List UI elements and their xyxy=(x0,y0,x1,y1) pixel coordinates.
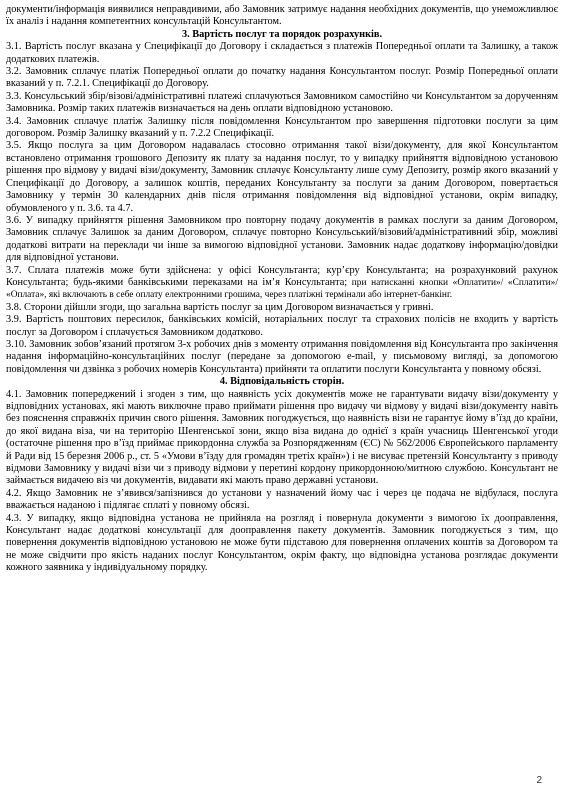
paragraph-4-3: 4.3. У випадку, якщо відповідна установа не прийняла на розгляд і повернула документи з вимогою їх дооправлення, Консультант надає додаткові консультації для дооправлення пакету документів. Замовник погоджується з тим, що повернення документів відповідною установою не може бути підставою для повернення оплачених коштів за Договором та не може свідчити про якість наданих послуг Консультантом, окрім факту, що відповідна установа розглядає документи кожного заявника у індивідуальному порядку. xyxy=(6,512,558,574)
section-3-heading: 3. Вартість послуг та порядок розрахунків. xyxy=(181,28,383,40)
paragraph-3-4: 3.4. Замовник сплачує платіж Залишку після повідомлення Консультантом про завершення підготовки послуги за цим договором. Розмір Залишку вказаний у п. 7.2.2 Специфікації. xyxy=(6,115,558,140)
paragraph-3-6: 3.6. У випадку прийняття рішення Замовником про повторну подачу документів в рамках послуги за даним Договором, Замовник сплачує Залишок за даним Договором, сплачує повторно Консульський/візовий/адміністративний збір, можливі додаткові витрати на переклади чи інше за вимогою відповідної установи. Замовник надає додаткову інформацію/довідки для відповідної установи. xyxy=(6,214,558,264)
paragraph-3-2: 3.2. Замовник сплачує платіж Попередньої оплати до початку надання Консультантом послуг. Розмір Попередньої оплати вказаний у п. 7.2.1. Специфікації до Договору. xyxy=(6,66,558,90)
paragraph-3-7-main: 3.7. Сплата платежів може бути здійснена: у офісі Консультанта; кур’єру Консультанта; на розрахунковий рахунок Консультанта; будь-якими банківськими переказами на ім’я Консультанта; xyxy=(6,264,558,288)
section-4-heading: 4. Відповідальність сторін. xyxy=(219,376,345,388)
paragraph-3-7-small: при натисканні кнопки «Оплатити»/ «Сплатити»/ «Оплата», які включають в себе оплату електронними грошима, через платіжні термінали або інтернет-банкінг. xyxy=(6,277,558,301)
paragraph-3-8: 3.8. Сторони дійшли згоди, що загальна вартість послуг за цим Договором визначається у гривні. xyxy=(6,301,434,313)
paragraph-4-1: 4.1. Замовник попереджений і згоден з тим, що наявність усіх документів може не гарантувати видачу візи/документу у відповідних установах, які мають виключне право приймати рішення про видачу чи відмову у видачі візи/документу навіть без пояснення справжніх причин свого рішення. Замовник погоджується, що наявність візи не гарантує йому в’їзд до країни, до якої видана віза, чи на територію Шенгенської зони, якщо віза видана до однієї з країн учасниць Шенгенської угоди (остаточне рішення про в’їзд приймає прикордонна служба за Розпорядженням (ЄС) № 562/2006 Європейського парламенту й Ради від 15 березня 2006 р., ст. 5 «Умови в’їзду для громадян третіх країн») і не висуває претензій Консультанту з приводу відмови Замовнику у видачі візи чи з приводу відмови у перетині кордону прикордонною/митною службою. Консультант не займається видачею віз чи документів, видавати які мають право державні установи. xyxy=(6,388,558,487)
paragraph-3-7 xyxy=(6,265,558,302)
paragraph-3-5: 3.5. Якщо послуга за цим Договором надавалась стосовно отримання такої візи/документу, для якої Консультантом встановлено отримання грошового Депозиту як плату за надання послуг, то у випадку прийняття відповідною установою рішення про відмову у видачі візи/документу, Замовник сплачує Консультанту лише суму Депозиту, розмір якого вказаний у Специфікації до Договору, а залишок коштів, переданих Консультанту за послуги за даним Договором, повертається Замовнику у термін 30 календарних днів після отримання повідомлення від відповідної установи, окрім випадку, обумовленого у п. 3.6. та 4.7. xyxy=(6,140,558,214)
paragraph-3-3: 3.3. Консульський збір/візові/адміністративні платежі сплачуються Замовником самостійно чи Консультантом за дорученням Замовника. Розмір таких платежів визначається на день оплати відповідною установою. xyxy=(6,90,558,115)
paragraph-3-9: 3.9. Вартість поштових пересилок, банківських комісій, нотаріальних послуг та страхових полісів не входить у вартість послуг за Договором і сплачується Замовником додатково. xyxy=(6,314,558,338)
page-number: 2 xyxy=(536,775,542,786)
paragraph-3-10: 3.10. Замовник зобов’язаний протягом 3-х робочих днів з моменту отримання повідомлення від Консультанта про закінчення надання інформаційно-консультаційних послуг (передане за допомогою e-mail, у письмовому вигляді, за допомогою повідомлення чи дзвінка з робочих номерів Консультанта) прийняти та оплатити послуги Консультанта у повному обсязі. xyxy=(6,338,558,375)
paragraph-4-2: 4.2. Якщо Замовник не з’явився/запізнився до установи у назначений йому час і через це подача не відбулася, послуга вважається наданою і підлягає сплаті у повному обсязі. xyxy=(6,487,558,512)
paragraph-3-1: 3.1. Вартість послуг вказана у Специфікації до Договору і складається з платежів Попередньої оплати та Залишку, а також додаткових платежів. xyxy=(6,41,558,65)
document-body xyxy=(6,4,558,575)
intro-paragraph: документи/інформація виявилися неправдивими, або Замовник затримує надання необхідних документів, що унеможливлює їх аналіз і надання компетентних консультацій Консультантом. xyxy=(6,4,558,28)
